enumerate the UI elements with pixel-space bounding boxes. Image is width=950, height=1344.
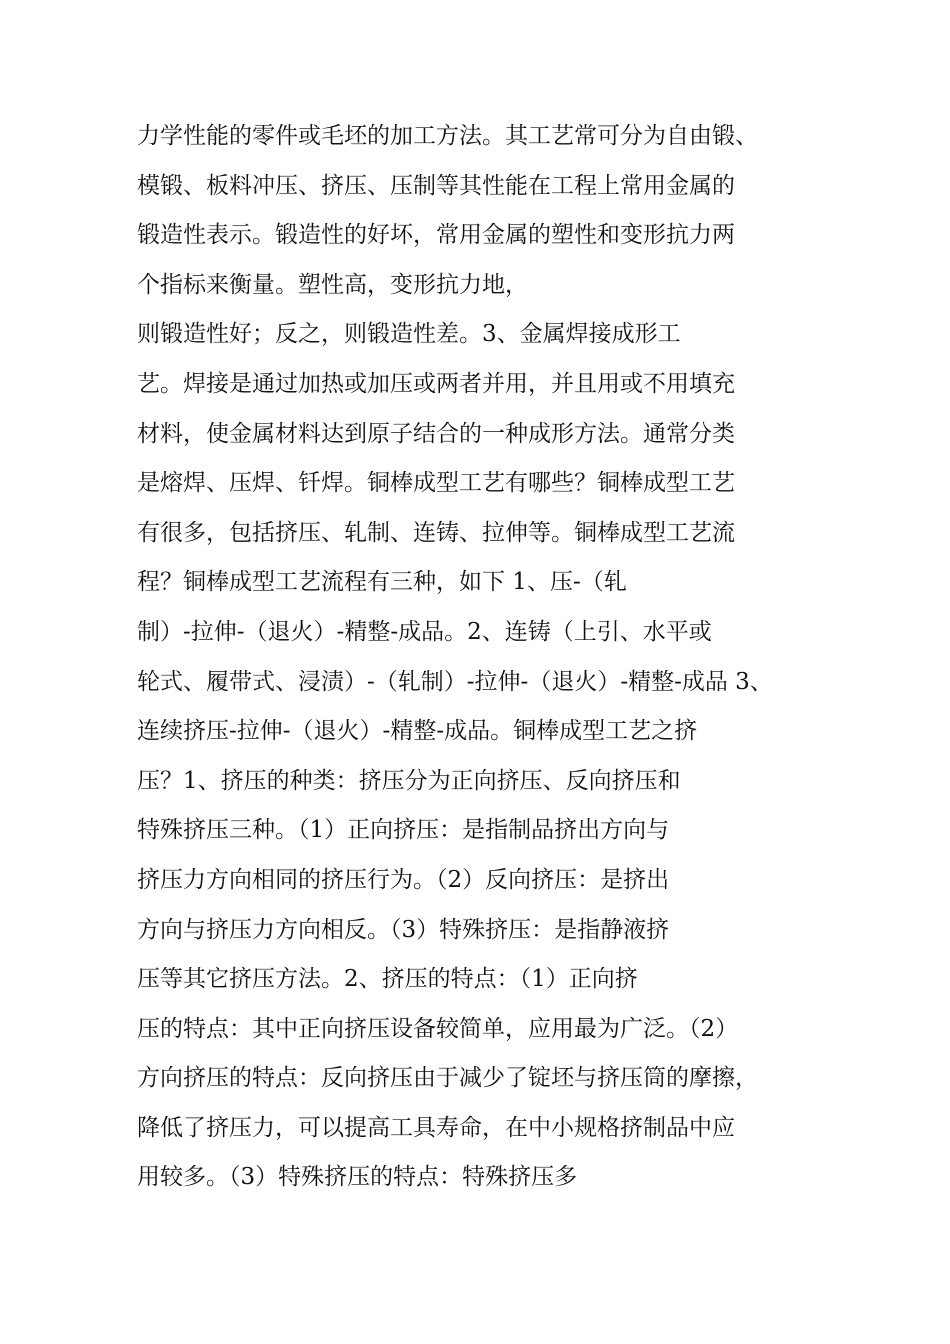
text-line: 程？铜棒成型工艺流程有三种，如下 1、压-（轧 [137, 569, 627, 596]
text-line: 连续挤压-拉伸-（退火）-精整-成品。铜棒成型工艺之挤 [137, 718, 698, 745]
text-line: 轮式、履带式、浸渍）-（轧制）-拉伸-（退火）-精整-成品 3、 [137, 668, 773, 695]
text-line: 压的特点：其中正向挤压设备较简单，应用最为广泛。（2） [137, 1015, 739, 1042]
text-line: 降低了挤压力，可以提高工具寿命，在中小规格挤制品中应 [137, 1114, 735, 1141]
text-line: 力学性能的零件或毛坯的加工方法。其工艺常可分为自由锻、 [137, 123, 758, 149]
text-line: 艺。焊接是通过加热或加压或两者并用，并且用或不用填充 [137, 370, 735, 397]
text-line: 则锻造性好；反之，则锻造性差。3、金属焊接成形工 [137, 321, 681, 348]
text-line: 方向挤压的特点：反向挤压由于减少了锭坯与挤压筒的摩擦， [137, 1065, 758, 1092]
text-line: 方向与挤压力方向相反。（3）特殊挤压：是指静液挤 [137, 916, 670, 943]
text-line: 模锻、板料冲压、挤压、压制等其性能在工程上常用金属的 [137, 172, 735, 199]
text-line: 制）-拉伸-（退火）-精整-成品。2、连铸（上引、水平或 [137, 618, 712, 645]
text-line: 材料，使金属材料达到原子结合的一种成形方法。通常分类 [137, 420, 735, 447]
text-line: 挤压力方向相同的挤压行为。（2）反向挤压：是挤出 [137, 866, 670, 893]
text-line: 压等其它挤压方法。2、挤压的特点：（1）正向挤 [137, 966, 638, 993]
text-line: 压？1、挤压的种类：挤压分为正向挤压、反向挤压和 [137, 767, 681, 794]
body-text [137, 112, 837, 1203]
text-line: 有很多，包括挤压、轧制、连铸、拉伸等。铜棒成型工艺流 [137, 519, 735, 546]
text-line: 锻造性表示。锻造性的好坏，常用金属的塑性和变形抗力两 [137, 222, 735, 249]
text-line: 特殊挤压三种。（1）正向挤压：是指制品挤出方向与 [137, 817, 670, 844]
text-line: 用较多。（3）特殊挤压的特点：特殊挤压多 [137, 1164, 578, 1191]
text-line: 个指标来衡量。塑性高，变形抗力地， [137, 271, 528, 298]
text-line: 是熔焊、压焊、钎焊。铜棒成型工艺有哪些？铜棒成型工艺 [137, 470, 735, 497]
